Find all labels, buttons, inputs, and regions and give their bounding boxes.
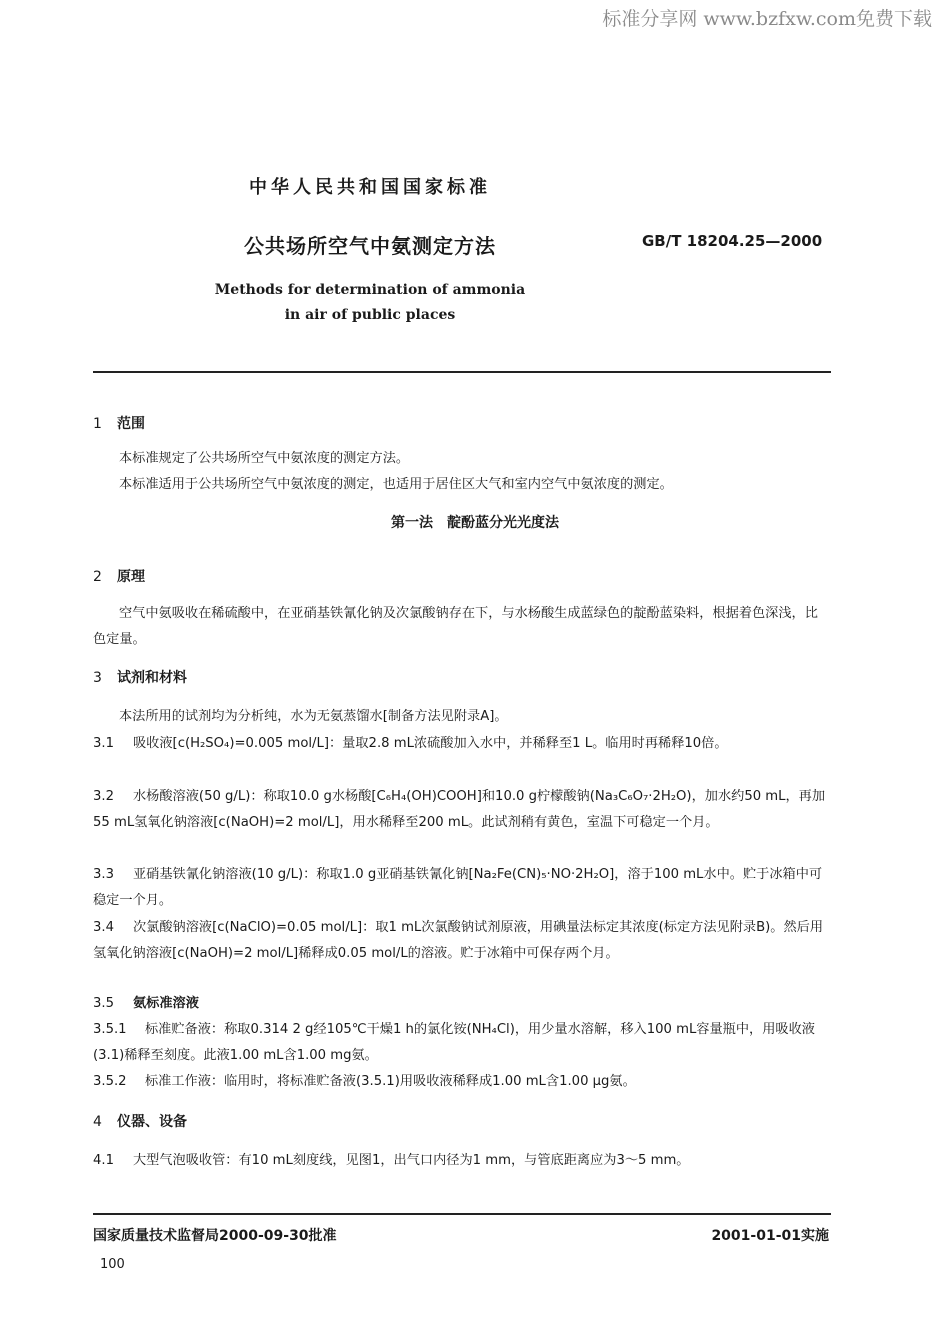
clause-number: 3.2 — [93, 789, 114, 804]
footer-rule — [93, 1213, 831, 1215]
header-rule — [93, 371, 831, 373]
method-title: 第一法 靛酚蓝分光光度法 — [391, 515, 559, 531]
clause-text: 亚硝基铁氰化钠溶液(10 g/L)：称取1.0 g亚硝基铁氰化钠[Na₂Fe(CN)₅·NO·2H₂O]，溶于100 mL水中。贮于冰箱中可稳定一个月。 — [93, 867, 823, 908]
paragraph: 本法所用的试剂均为分析纯，水为无氨蒸馏水[制备方法见附录A]。 — [119, 709, 508, 724]
section-title: 试剂和材料 — [117, 670, 187, 686]
section-title: 原理 — [117, 569, 145, 585]
clause-text: 标准贮备液：称取0.314 2 g经105℃干燥1 h的氯化铵(NH₄Cl)，用少量水溶解，移入100 mL容量瓶中，用吸收液(3.1)稀释至刻度。此液1.00 mL含1.00 mg氨。 — [93, 1022, 815, 1063]
document-title: 公共场所空气中氨测定方法 — [244, 234, 496, 258]
country-standard-heading: 中华人民共和国国家标准 — [249, 177, 491, 198]
paragraph: 空气中氨吸收在稀硫酸中，在亚硝基铁氰化钠及次氯酸钠存在下，与水杨酸生成蓝绿色的靛酚蓝染料，根据着色深浅，比色定量。 — [93, 606, 818, 647]
paragraph: 本标准适用于公共场所空气中氨浓度的测定，也适用于居住区大气和室内空气中氨浓度的测定。 — [119, 477, 673, 492]
clause-number: 3.4 — [93, 920, 114, 935]
clause-3-1 — [93, 731, 831, 757]
section-3-heading — [93, 667, 187, 687]
approval-date: 国家质量技术监督局2000-09-30批准 — [93, 1228, 337, 1244]
clause-text: 标准工作液：临用时，将标准贮备液(3.5.1)用吸收液稀释成1.00 mL含1.00 μg氨。 — [145, 1074, 636, 1089]
section-2-heading — [93, 566, 145, 586]
section-number: 3 — [93, 670, 102, 686]
section-title: 范围 — [117, 416, 145, 432]
clause-3-5-2 — [93, 1069, 831, 1095]
clause-number: 3.5.1 — [93, 1022, 127, 1037]
clause-3-5 — [93, 991, 831, 1017]
section-number: 1 — [93, 416, 102, 432]
clause-number: 3.1 — [93, 736, 114, 751]
section-4-heading — [93, 1111, 187, 1131]
effective-date: 2001-01-01实施 — [711, 1228, 829, 1244]
clause-number: 3.5 — [93, 996, 114, 1011]
watermark: 标准分享网 www.bzfxw.com免费下载 — [602, 8, 932, 30]
clause-text: 吸收液[c(H₂SO₄)=0.005 mol/L]：量取2.8 mL浓硫酸加入水中，并稀释至1 L。临用时再稀释10倍。 — [133, 736, 728, 751]
clause-text: 大型气泡吸收管：有10 mL刻度线，见图1，出气口内径为1 mm，与管底距离应为3～5 mm。 — [133, 1153, 690, 1168]
standard-code: GB/T 18204.25—2000 — [642, 232, 823, 250]
section-number: 4 — [93, 1114, 102, 1130]
page-number: 100 — [100, 1257, 125, 1272]
clause-3-5-1 — [93, 1017, 831, 1069]
clause-number: 3.3 — [93, 867, 114, 882]
clause-3-4 — [93, 915, 831, 967]
clause-number: 4.1 — [93, 1153, 114, 1168]
english-title-line1: Methods for determination of ammonia — [214, 282, 526, 298]
english-title-line2: in air of public places — [284, 307, 456, 323]
clause-text: 次氯酸钠溶液[c(NaClO)=0.05 mol/L]：取1 mL次氯酸钠试剂原液，用碘量法标定其浓度(标定方法见附录B)。然后用氢氧化钠溶液[c(NaOH)=2 mol/L]稀释成0.05 mol/L的溶液。贮于冰箱中可保存两个月。 — [93, 920, 824, 961]
clause-3-3 — [93, 862, 831, 914]
section-title: 仪器、设备 — [117, 1114, 187, 1130]
clause-number: 3.5.2 — [93, 1074, 127, 1089]
section-number: 2 — [93, 569, 102, 585]
clause-3-2 — [93, 784, 831, 836]
clause-title: 氨标准溶液 — [133, 996, 199, 1011]
section-1-heading — [93, 413, 145, 433]
paragraph: 本标准规定了公共场所空气中氨浓度的测定方法。 — [119, 451, 410, 466]
clause-4-1 — [93, 1148, 831, 1174]
clause-text: 水杨酸溶液(50 g/L)：称取10.0 g水杨酸[C₆H₄(OH)COOH]和10.0 g柠檬酸钠(Na₃C₆O₇·2H₂O)，加水约50 mL，再加55 mL氢氧化钠溶液[c(NaOH)=2 mol/L]，用水稀释至200 mL。此试剂稍有黄色，室温下可稳定一个月。 — [93, 789, 826, 830]
